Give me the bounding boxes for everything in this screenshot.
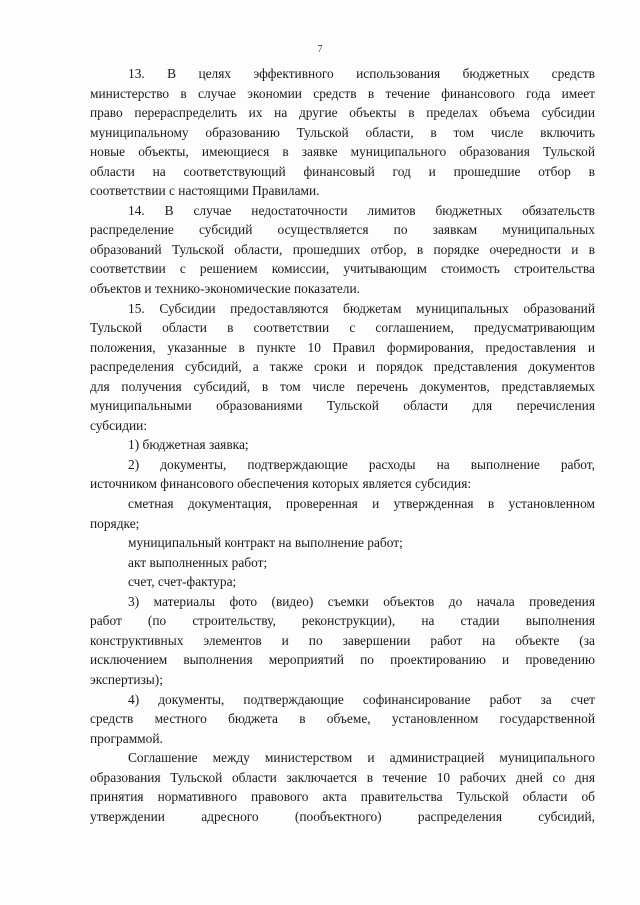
text-line: программой.: [90, 730, 163, 746]
text-line: 14. В случае недостаточности лимитов бюджетных обязательств: [128, 202, 595, 218]
text-line: принятия нормативного правового акта правительства Тульской области об: [90, 789, 595, 805]
text-line: объектов и технико-экономические показатели.: [90, 281, 360, 297]
text-line: распределение субсидий осуществляется по заявкам муниципальных: [90, 222, 595, 238]
text-line: утверждении адресного (пообъектного) распределения субсидий,: [90, 808, 595, 824]
text-line: новые объекты, имеющиеся в заявке муниципального образования Тульской: [90, 144, 595, 160]
text-line: соответствии с решением комиссии, учитывающим стоимость строительства: [90, 261, 595, 277]
text-line: муниципальный контракт на выполнение работ;: [128, 535, 403, 551]
text-line: исключением выполнения мероприятий по проектированию и проведению: [90, 652, 595, 668]
text-line: право перераспределить их на другие объекты в пределах объема субсидии: [90, 105, 595, 121]
text-line: образований Тульской области, прошедших отбор, в порядке очередности и в: [90, 241, 595, 257]
text-line: субсидии:: [90, 417, 148, 433]
text-line: распределения субсидий, а также сроки и порядок представления документов: [90, 359, 595, 375]
text-line: для получения субсидий, в том числе перечень документов, представляемых: [90, 378, 595, 394]
text-line: 1) бюджетная заявка;: [128, 437, 249, 453]
text-line: области на соответствующий финансовый год и прошедшие отбор в: [90, 163, 595, 179]
text-line: счет, счет-фактура;: [128, 574, 237, 590]
text-line: муниципальному образованию Тульской области, в том числе включить: [90, 124, 595, 140]
text-line: акт выполненных работ;: [128, 554, 268, 570]
text-line: конструктивных элементов и по завершении работ на объекте (за: [90, 632, 595, 648]
text-line: 13. В целях эффективного использования бюджетных средств: [128, 66, 595, 81]
page-number: 7: [317, 44, 323, 55]
text-line: положения, указанные в пункте 10 Правил формирования, предоставления и: [90, 339, 595, 355]
text-line: Тульской области в соответствии с соглашением, предусматривающим: [90, 320, 595, 336]
text-line: сметная документация, проверенная и утвержденная в установленном: [128, 496, 595, 512]
text-line: средств местного бюджета в объеме, установленном государственной: [90, 711, 595, 727]
text-line: Соглашение между министерством и администрацией муниципального: [128, 750, 595, 766]
text-line: 3) материалы фото (видео) съемки объектов до начала проведения: [128, 593, 595, 609]
text-line: источником финансового обеспечения которых является субсидия:: [90, 476, 472, 492]
text-line: 15. Субсидии предоставляются бюджетам муниципальных образований: [128, 300, 595, 316]
text-line: соответствии с настоящими Правилами.: [90, 183, 320, 199]
document-body: [90, 64, 595, 826]
text-line: экспертизы);: [90, 671, 163, 687]
text-line: порядке;: [90, 515, 140, 531]
text-line: работ (по строительству, реконструкции), на стадии выполнения: [90, 613, 595, 629]
text-line: министерство в случае экономии средств в течение финансового года имеет: [90, 85, 595, 101]
text-line: 2) документы, подтверждающие расходы на выполнение работ,: [128, 456, 595, 472]
text-line: 4) документы, подтверждающие софинансирование работ за счет: [128, 691, 595, 707]
text-line: образования Тульской области заключается в течение 10 рабочих дней со дня: [90, 769, 595, 785]
text-line: муниципальными образованиями Тульской области для перечисления: [90, 398, 595, 414]
